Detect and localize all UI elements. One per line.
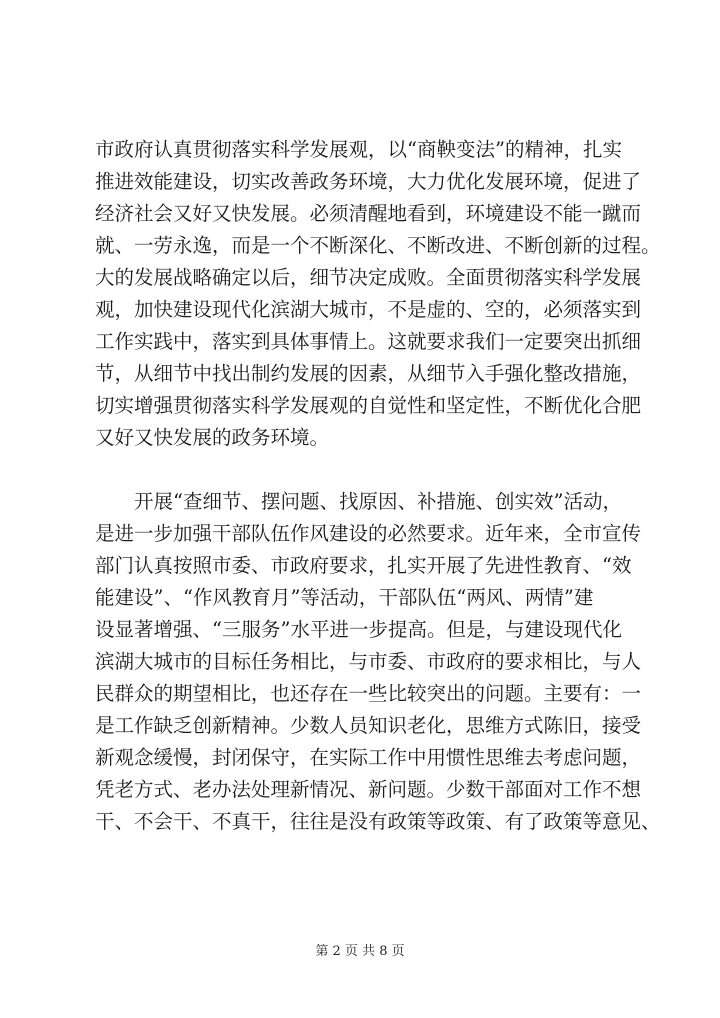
text-line: 滨湖大城市的目标任务相比，与市委、市政府的要求相比，与人 — [95, 650, 642, 673]
text-line: 设显著增强、“三服务”水平进一步提高。但是，与建设现代化 — [95, 618, 622, 641]
text-line: 凭老方式、老办法处理新情况、新问题。少数干部面对工作不想 — [95, 778, 642, 801]
text-line: 是工作缺乏创新精神。少数人员知识老化，思维方式陈旧，接受 — [95, 714, 642, 737]
text-line: 又好又快发展的政务环境。 — [95, 426, 330, 449]
text-line: 能建设”、“作风教育月”等活动，干部队伍“两风、两情”建 — [95, 586, 594, 609]
text-line: 部门认真按照市委、市政府要求，扎实开展了先进性教育、“效 — [95, 554, 632, 577]
text-line: 经济社会又好又快发展。必须清醒地看到，环境建设不能一蹴而 — [95, 202, 642, 225]
text-line: 工作实践中，落实到具体事情上。这就要求我们一定要突出抓细 — [95, 330, 642, 353]
text-line: 节，从细节中找出制约发展的因素，从细节入手强化整改措施， — [95, 362, 642, 385]
text-line: 切实增强贯彻落实科学发展观的自觉性和坚定性，不断优化合肥 — [95, 394, 642, 417]
text-line: 新观念缓慢，封闭保守，在实际工作中用惯性思维去考虑问题， — [95, 746, 642, 769]
text-line: 是进一步加强干部队伍作风建设的必然要求。近年来，全市宣传 — [95, 522, 642, 545]
text-line: 推进效能建设，切实改善政务环境，大力优化发展环境，促进了 — [95, 170, 642, 193]
paragraph-first-line: 开展“查细节、摆问题、找原因、补措施、创实效”活动， — [134, 490, 622, 513]
text-line: 观，加快建设现代化滨湖大城市，不是虚的、空的，必须落实到 — [95, 298, 642, 321]
text-line: 干、不会干、不真干，往往是没有政策等政策、有了政策等意见、 — [95, 810, 661, 833]
text-line: 大的发展战略确定以后，细节决定成败。全面贯彻落实科学发展 — [95, 266, 642, 289]
text-line: 市政府认真贯彻落实科学发展观，以“商鞅变法”的精神，扎实 — [95, 138, 622, 161]
text-line: 民群众的期望相比，也还存在一些比较突出的问题。主要有：一 — [95, 682, 642, 705]
text-line: 就、一劳永逸，而是一个不断深化、不断改进、不断创新的过程。 — [95, 234, 661, 257]
page-number-footer: 第 2 页 共 8 页 — [315, 944, 405, 959]
